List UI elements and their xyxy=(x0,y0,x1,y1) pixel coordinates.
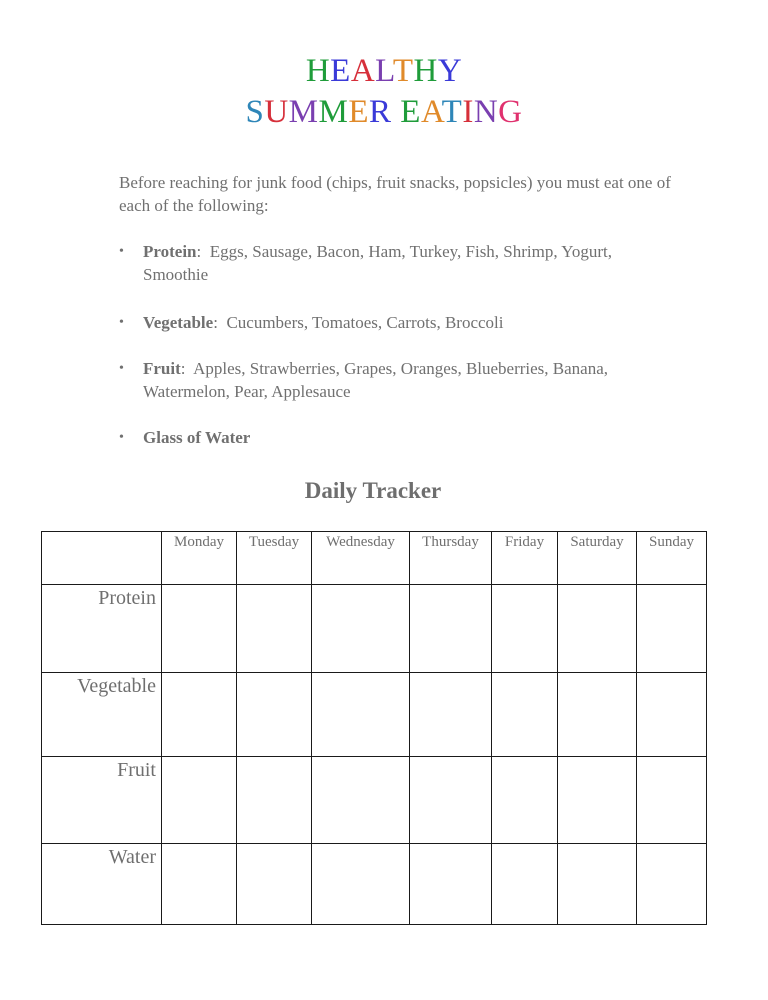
day-header: Tuesday xyxy=(237,532,312,585)
tracker-cell[interactable] xyxy=(162,757,237,844)
tracker-cell[interactable] xyxy=(558,757,637,844)
table-row xyxy=(42,757,707,844)
title-letter: M xyxy=(318,94,349,130)
category-items: Apples, Strawberries, Grapes, Oranges, Blueberries, Banana, Watermelon, Pear, Applesauce xyxy=(143,359,609,401)
list-item-protein: • Protein: Eggs, Sausage, Bacon, Ham, Turkey, Fish, Shrimp, Yogurt, Smoothie xyxy=(119,242,612,284)
title-letter: N xyxy=(473,94,499,130)
day-header: Saturday xyxy=(558,532,637,585)
tracker-cell[interactable] xyxy=(312,673,410,757)
bullet-icon: • xyxy=(119,315,124,330)
title-line-healthy xyxy=(0,52,768,90)
day-header: Monday xyxy=(162,532,237,585)
tracker-cell[interactable] xyxy=(162,673,237,757)
tracker-cell[interactable] xyxy=(410,757,492,844)
title-letter: E xyxy=(400,94,421,130)
title-letter: H xyxy=(413,53,438,89)
tracker-cell[interactable] xyxy=(410,844,492,925)
tracker-cell[interactable] xyxy=(312,757,410,844)
category-label: Fruit xyxy=(143,359,181,378)
title-letter: E xyxy=(330,53,351,89)
day-header: Friday xyxy=(492,532,558,585)
tracker-cell[interactable] xyxy=(558,673,637,757)
table-row xyxy=(42,673,707,757)
tracker-cell[interactable] xyxy=(492,844,558,925)
tracker-cell[interactable] xyxy=(410,673,492,757)
category-label: Vegetable xyxy=(143,313,214,332)
title-letter: S xyxy=(245,94,265,130)
tracker-cell[interactable] xyxy=(637,585,707,673)
category-items: Cucumbers, Tomatoes, Carrots, Broccoli xyxy=(226,313,504,332)
title-letter: U xyxy=(264,94,289,130)
tracker-cell[interactable] xyxy=(637,757,707,844)
row-label: Protein xyxy=(42,585,162,673)
title-letter: T xyxy=(392,53,414,89)
title-letter xyxy=(392,94,401,130)
bullet-icon: • xyxy=(119,430,124,445)
tracker-cell[interactable] xyxy=(162,585,237,673)
tracker-cell[interactable] xyxy=(637,673,707,757)
title-letter: R xyxy=(369,94,392,130)
tracker-cell[interactable] xyxy=(162,844,237,925)
day-header: Wednesday xyxy=(312,532,410,585)
intro-paragraph: Before reaching for junk food (chips, fruit snacks, popsicles) you must eat one of each of the following: xyxy=(119,173,671,215)
title-letter: A xyxy=(420,94,442,130)
list-item-vegetable: • Vegetable: Cucumbers, Tomatoes, Carrots, Broccoli xyxy=(119,313,504,332)
tracker-cell[interactable] xyxy=(492,673,558,757)
tracker-cell[interactable] xyxy=(237,585,312,673)
title-letter: A xyxy=(350,53,376,89)
tracker-cell[interactable] xyxy=(558,585,637,673)
day-header: Sunday xyxy=(637,532,707,585)
bullet-icon: • xyxy=(119,244,124,259)
tracker-cell[interactable] xyxy=(312,844,410,925)
title-letter: L xyxy=(375,53,393,89)
category-label: Protein xyxy=(143,242,197,261)
day-header: Thursday xyxy=(410,532,492,585)
title-line-summer-eating xyxy=(0,93,768,131)
title-letter: Y xyxy=(437,53,463,89)
tracker-cell[interactable] xyxy=(637,844,707,925)
title-letter: H xyxy=(305,53,331,89)
tracker-cell[interactable] xyxy=(410,585,492,673)
daily-tracker-table xyxy=(41,531,707,925)
tracker-heading: Daily Tracker xyxy=(304,478,442,503)
tracker-cell[interactable] xyxy=(492,757,558,844)
title-letter: G xyxy=(498,94,523,130)
title-letter: T xyxy=(441,94,463,130)
tracker-cell[interactable] xyxy=(312,585,410,673)
row-label: Vegetable xyxy=(42,673,162,757)
food-category-list xyxy=(119,240,679,449)
category-label: Glass of Water xyxy=(143,428,251,447)
table-row xyxy=(42,585,707,673)
title-letter: I xyxy=(462,94,474,130)
header-corner-cell xyxy=(42,532,162,585)
tracker-cell[interactable] xyxy=(237,673,312,757)
tracker-cell[interactable] xyxy=(237,757,312,844)
tracker-cell[interactable] xyxy=(237,844,312,925)
list-item-water xyxy=(119,426,679,449)
category-items: Eggs, Sausage, Bacon, Ham, Turkey, Fish, Shrimp, Yogurt, Smoothie xyxy=(143,242,612,284)
table-row xyxy=(42,844,707,925)
row-label: Fruit xyxy=(42,757,162,844)
tracker-cell[interactable] xyxy=(558,844,637,925)
list-item-fruit: • Fruit: Apples, Strawberries, Grapes, Oranges, Blueberries, Banana, Watermelon, Pear, Applesauce xyxy=(119,359,609,401)
bullet-icon: • xyxy=(119,361,124,376)
tracker-cell[interactable] xyxy=(492,585,558,673)
table-header-row xyxy=(42,532,707,585)
title-letter: M xyxy=(288,94,319,130)
row-label: Water xyxy=(42,844,162,925)
title-letter: E xyxy=(348,94,370,130)
